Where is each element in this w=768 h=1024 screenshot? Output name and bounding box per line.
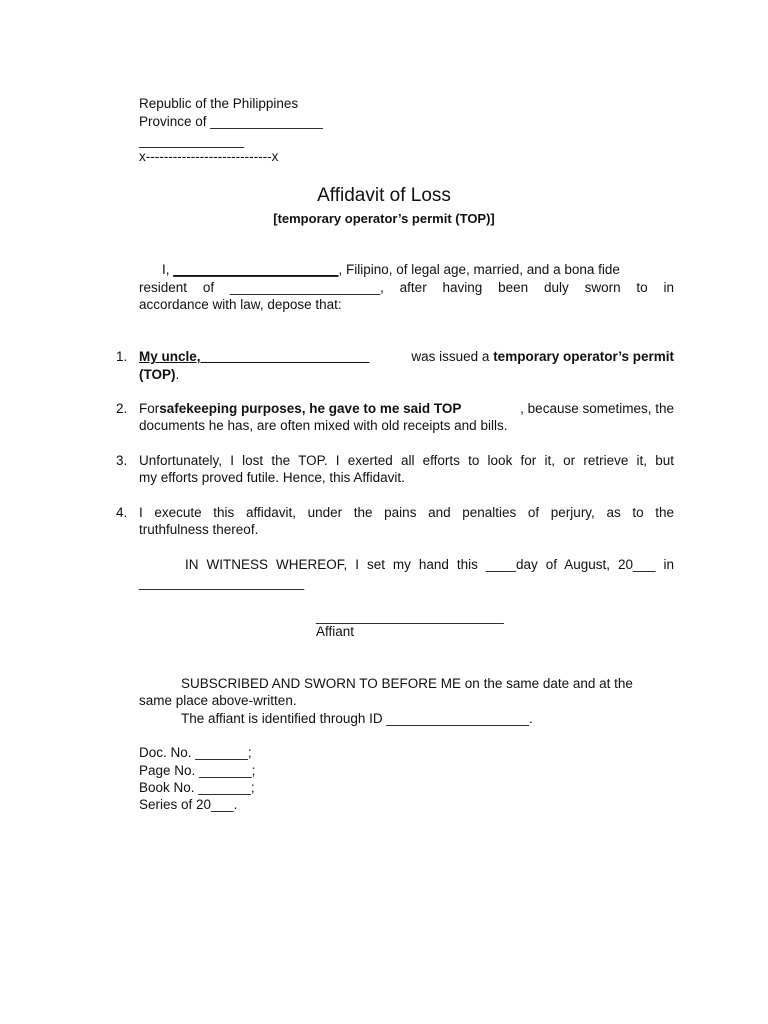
witness-line-1: IN WITNESS WHEREOF, I set my hand this ____day of August, 20___ in bbox=[185, 557, 674, 572]
subscribed-line-2: same place above-written. bbox=[139, 693, 297, 708]
item-4-number: 4. bbox=[116, 505, 128, 520]
intro-line-2: resident of ____________________, after having been duly sworn to in bbox=[139, 280, 674, 295]
document-title: Affidavit of Loss bbox=[317, 185, 451, 206]
item-2-line-2: documents he has, are often mixed with old receipts and bills. bbox=[139, 418, 508, 433]
notarial-doc-no: Doc. No. _______; bbox=[139, 745, 252, 760]
intro-line-3: accordance with law, depose that: bbox=[139, 297, 342, 312]
item-1-permit-bold: temporary operator’s permit bbox=[493, 349, 674, 364]
item-1-period: . bbox=[175, 367, 180, 382]
item-4-line-1: I execute this affidavit, under the pains and penalties of perjury, as to the bbox=[139, 505, 674, 520]
item-1-top-bold: (TOP) bbox=[139, 367, 176, 382]
header-republic: Republic of the Philippines bbox=[139, 96, 299, 111]
item-3-number: 3. bbox=[116, 453, 128, 468]
item-1-line-1 bbox=[139, 348, 674, 365]
item-3-line-2: my efforts proved futile. Hence, this Affidavit. bbox=[139, 470, 405, 485]
item-1-gap bbox=[369, 348, 411, 365]
header-city-blank: ______________ bbox=[139, 133, 245, 148]
item-2-gap bbox=[461, 400, 520, 417]
item-1-mid bbox=[411, 348, 674, 365]
notarial-book-no: Book No. _______; bbox=[139, 780, 255, 795]
header-province: Province of _______________ bbox=[139, 114, 323, 129]
item-2-line-1 bbox=[139, 400, 674, 417]
subscribed-line-1: SUBSCRIBED AND SWORN TO BEFORE ME on the same date and at the bbox=[181, 676, 633, 691]
item-1-uncle-blank: My uncle, ______________________ bbox=[139, 349, 370, 364]
item-4-line-2: truthfulness thereof. bbox=[139, 522, 259, 537]
subscribed-id-line: The affiant is identified through ID ___________________. bbox=[181, 711, 533, 726]
affiant-label: Affiant bbox=[316, 624, 355, 639]
notarial-series: Series of 20___. bbox=[139, 797, 238, 812]
witness-place-blank: ______________________ bbox=[139, 575, 305, 590]
header-separator: x----------------------------x bbox=[139, 149, 279, 164]
item-1-mid-text: was issued a bbox=[411, 349, 494, 364]
affiant-signature-line: _________________________ bbox=[316, 609, 504, 624]
document-subtitle: [temporary operator’s permit (TOP)] bbox=[273, 211, 495, 226]
intro-line-1 bbox=[162, 261, 674, 278]
item-2-bold: safekeeping purposes, he gave to me said TOP bbox=[159, 401, 462, 416]
intro-name-blank: ______________________ bbox=[173, 262, 339, 277]
item-3-line-1: Unfortunately, I lost the TOP. I exerted all efforts to look for it, or retrieve it, but bbox=[139, 453, 674, 468]
item-1-number: 1. bbox=[116, 349, 128, 364]
notarial-page-no: Page No. _______; bbox=[139, 763, 256, 778]
intro-line-1-rest: , Filipino, of legal age, married, and a bona fide bbox=[338, 262, 620, 277]
item-2-rest: , because sometimes, the bbox=[520, 401, 674, 416]
item-1-line-2 bbox=[139, 366, 179, 383]
item-2-number: 2. bbox=[116, 401, 128, 416]
intro-prefix: I, bbox=[162, 262, 174, 277]
item-2-prefix: For bbox=[139, 401, 160, 416]
